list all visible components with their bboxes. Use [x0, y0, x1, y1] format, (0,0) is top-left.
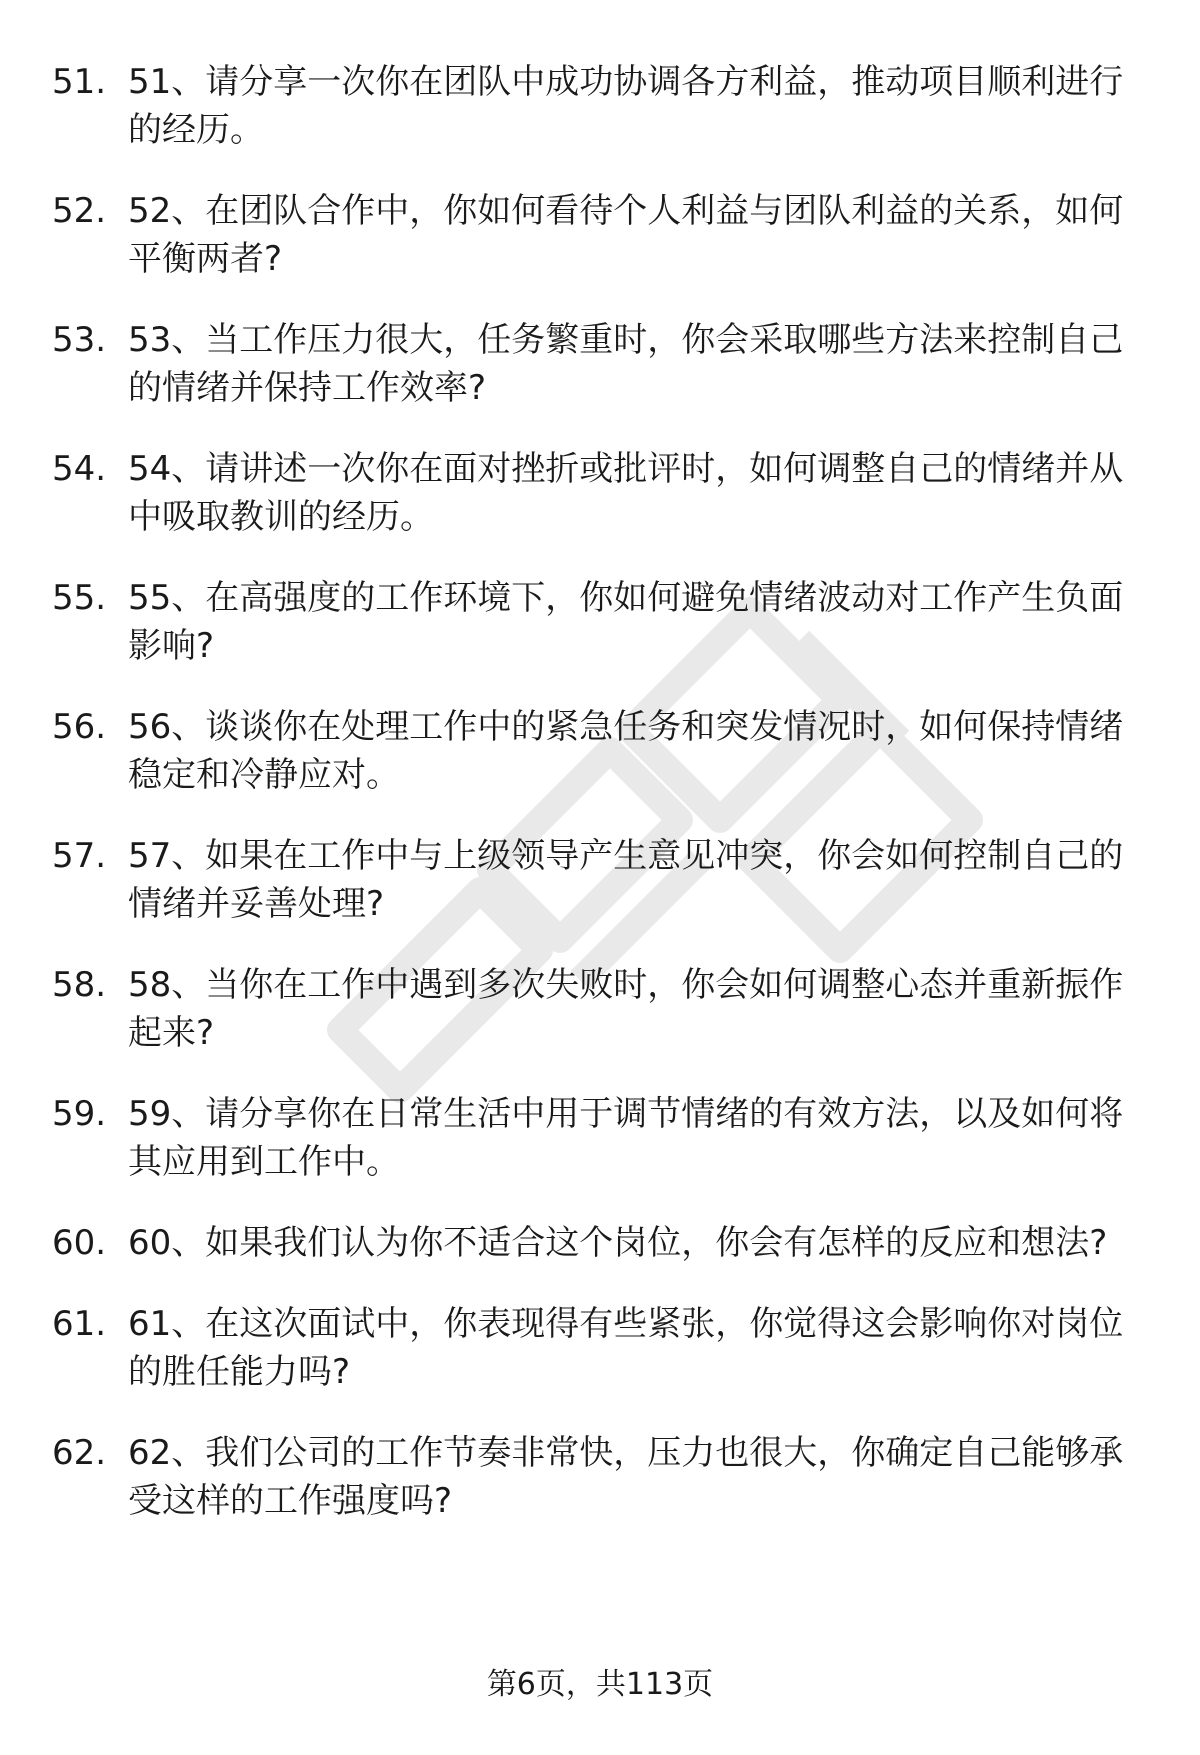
question-list: [52, 58, 1152, 1558]
question-text: 61、在这次面试中，你表现得有些紧张，你觉得这会影响你对岗位的胜任能力吗?: [128, 1304, 1124, 1392]
question-text: 52、在团队合作中，你如何看待个人利益与团队利益的关系，如何平衡两者?: [128, 191, 1124, 279]
question-number: 62.: [52, 1433, 107, 1473]
question-text: 59、请分享你在日常生活中用于调节情绪的有效方法，以及如何将其应用到工作中。: [128, 1094, 1124, 1182]
question-number: 54.: [52, 449, 107, 489]
question-number: 59.: [52, 1094, 107, 1134]
question-text: 51、请分享一次你在团队中成功协调各方利益，推动项目顺利进行的经历。: [128, 62, 1124, 150]
question-number: 51.: [52, 62, 107, 102]
question-text: 54、请讲述一次你在面对挫折或批评时，如何调整自己的情绪并从中吸取教训的经历。: [128, 449, 1124, 537]
question-item: [52, 703, 1152, 799]
question-item: [52, 187, 1152, 283]
question-text: 55、在高强度的工作环境下，你如何避免情绪波动对工作产生负面影响?: [128, 578, 1124, 666]
question-number: 55.: [52, 578, 107, 618]
question-item: [52, 1429, 1152, 1525]
question-number: 52.: [52, 191, 107, 231]
question-item: [52, 1300, 1152, 1396]
question-item: [52, 1090, 1152, 1186]
question-number: 60.: [52, 1223, 107, 1263]
question-number: 58.: [52, 965, 107, 1005]
question-number: 53.: [52, 320, 107, 360]
question-item: [52, 961, 1152, 1057]
question-text: 62、我们公司的工作节奏非常快，压力也很大，你确定自己能够承受这样的工作强度吗?: [128, 1433, 1124, 1521]
question-text: 58、当你在工作中遇到多次失败时，你会如何调整心态并重新振作起来?: [128, 965, 1124, 1053]
question-number: 57.: [52, 836, 107, 876]
question-item: [52, 574, 1152, 670]
question-item: [52, 1219, 1152, 1267]
question-text: 60、如果我们认为你不适合这个岗位，你会有怎样的反应和想法?: [128, 1223, 1108, 1263]
question-text: 53、当工作压力很大，任务繁重时，你会采取哪些方法来控制自己的情绪并保持工作效率?: [128, 320, 1124, 408]
question-number: 61.: [52, 1304, 107, 1344]
question-number: 56.: [52, 707, 107, 747]
page-footer: 第6页，共113页: [486, 1667, 714, 1702]
question-text: 57、如果在工作中与上级领导产生意见冲突，你会如何控制自己的情绪并妥善处理?: [128, 836, 1124, 924]
question-item: [52, 445, 1152, 541]
question-item: [52, 832, 1152, 928]
question-item: [52, 58, 1152, 154]
question-item: [52, 316, 1152, 412]
question-text: 56、谈谈你在处理工作中的紧急任务和突发情况时，如何保持情绪稳定和冷静应对。: [128, 707, 1124, 795]
